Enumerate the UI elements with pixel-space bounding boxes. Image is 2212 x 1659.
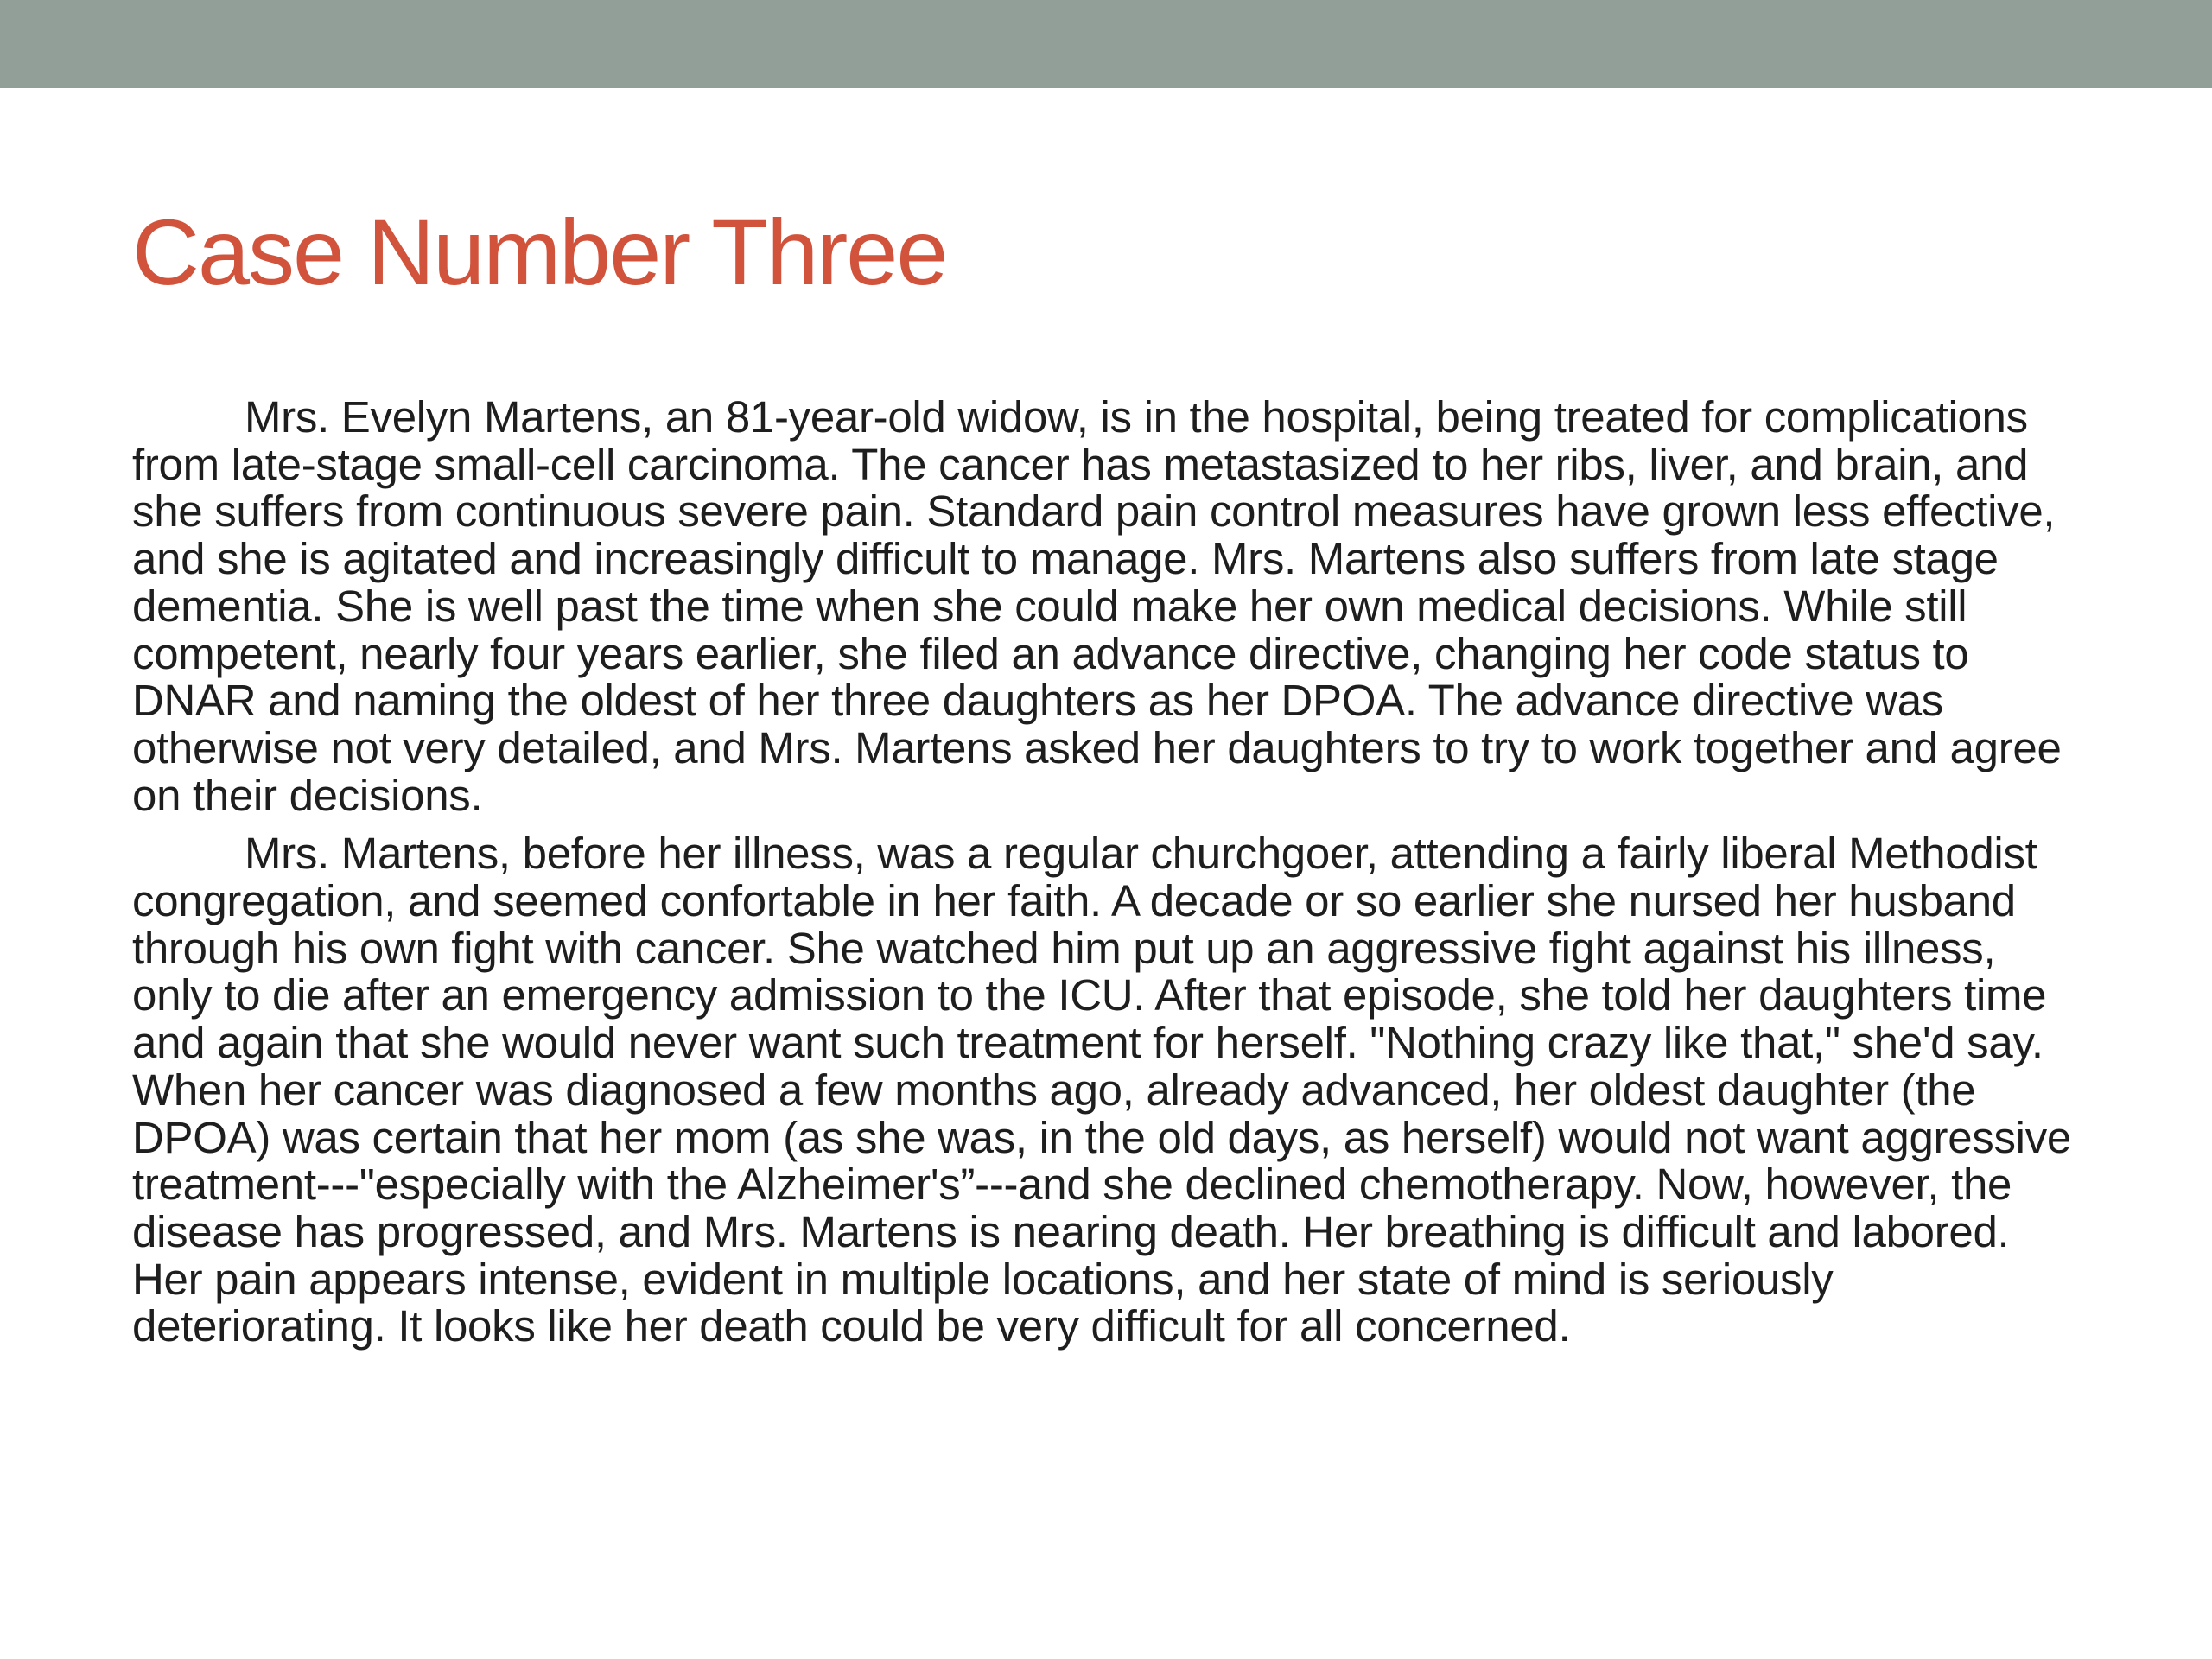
slide-top-bar bbox=[0, 0, 2212, 88]
slide-body bbox=[132, 394, 2087, 1362]
paragraph-1: Mrs. Evelyn Martens, an 81-year-old widow, is in the hospital, being treated for complications from late-stage small-cell carcinoma. The cancer has metastasized to her ribs, liver, and brain, and she suffers from continuous severe pain. Standard pain control measures have grown less effective, and she is agitated and increasingly difficult to manage. Mrs. Martens also suffers from late stage dementia. She is well past the time when she could make her own medical decisions. While still competent, nearly four years earlier, she filed an advance directive, changing her code status to DNAR and naming the oldest of her three daughters as her DPOA. The advance directive was otherwise not very detailed, and Mrs. Martens asked her daughters to try to work together and agree on their decisions. bbox=[132, 392, 2062, 820]
slide-title: Case Number Three bbox=[132, 200, 947, 304]
paragraph-2: Mrs. Martens, before her illness, was a regular churchgoer, attending a fairly liberal Methodist congregation, and seemed confortable in her faith. A decade or so earlier she nursed her husband through his own fight with cancer. She watched him put up an aggressive fight against his illness, only to die after an emergency admission to the ICU. After that episode, she told her daughters time and again that she would never want such treatment for herself. "Nothing crazy like that," she'd say. When her cancer was diagnosed a few months ago, already advanced, her oldest daughter (the DPOA) was certain that her mom (as she was, in the old days, as herself) would not want aggressive treatment---"especially with the Alzheimer's”---and she declined chemotherapy. Now, however, the disease has progressed, and Mrs. Martens is nearing death. Her breathing is difficult and labored. Her pain appears intense, evident in multiple locations, and her state of mind is seriously deteriorating. It looks like her death could be very difficult for all concerned. bbox=[132, 829, 2071, 1351]
